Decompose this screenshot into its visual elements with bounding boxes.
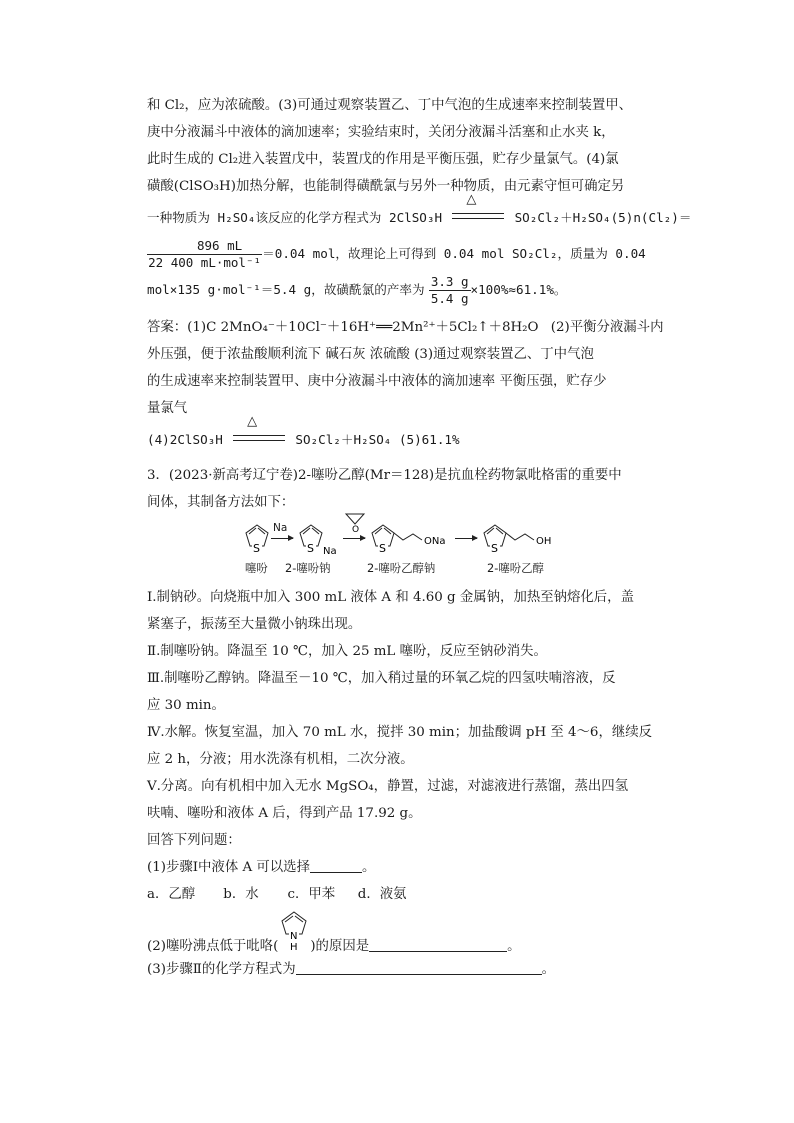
step-line: Ⅰ.制钠砂。向烧瓶中加入 300 mL 液体 A 和 4.60 g 金属钠，加热至钠熔化后，盖 — [147, 590, 634, 605]
answer-line: 外压强，便于浓盐酸顺利流下 碱石灰 浓硫酸 (3)通过观察装置乙、丁中气泡 — [147, 347, 594, 362]
solution-line — [147, 236, 647, 272]
punctuation: 。 — [507, 939, 521, 954]
answer-blank[interactable] — [369, 937, 507, 952]
question-1 — [147, 854, 647, 881]
nitrogen-label: N — [290, 931, 298, 942]
heating-condition-sign: △ — [452, 205, 504, 225]
sulfur-label: S — [379, 542, 386, 555]
option-d[interactable]: d．液氨 — [357, 887, 407, 902]
solution-line: 磺酸(ClSO₃H)加热分解，也能制得磺酰氯与另外一种物质，由元素守恒可确定另 — [147, 179, 625, 194]
question-2 — [147, 908, 647, 956]
options-line — [147, 881, 647, 908]
question-text: (1)步骤Ⅰ中液体 A 可以选择 — [147, 860, 310, 875]
equation-text: SO₂Cl₂＋H₂SO₄(5)n(Cl₂)＝ — [514, 210, 692, 225]
prompt-line: 回答下列问题： — [147, 833, 241, 848]
oh-label: OH — [536, 536, 552, 547]
option-a[interactable]: a．乙醇 — [147, 887, 196, 902]
question-intro: 间体，其制备方法如下： — [147, 495, 295, 510]
answer-line: 的生成速率来控制装置甲、庚中分液漏斗中液体的滴加速率 平衡压强，贮存少 — [147, 374, 607, 389]
compound-caption: 2-噻吩钠 — [285, 561, 331, 575]
equation-text: ×100%≈61.1%。 — [470, 282, 567, 297]
question-3 — [147, 956, 647, 983]
step-line: Ⅲ.制噻吩乙醇钠。降温至－10 ℃，加入稍过量的环氧乙烷的四氢呋喃溶液，反 — [147, 671, 616, 686]
reaction-arrow — [343, 538, 365, 539]
sulfur-label: S — [491, 542, 498, 555]
document-page — [147, 92, 692, 983]
option-b[interactable]: b．水 — [223, 887, 259, 902]
equation-text: (4)2ClSO₃H — [147, 432, 223, 447]
answer-text: 答案：(1)C 2MnO₄⁻＋10Cl⁻＋16H⁺══2Mn²⁺＋5Cl₂↑＋8H₂O — [147, 320, 539, 335]
solution-line: 此时生成的 Cl₂进入装置戊中，装置戊的作用是平衡压强，贮存少量氯气。(4)氯 — [147, 152, 619, 167]
step-line: 应 2 h，分液；用水洗涤有机相，二次分液。 — [147, 752, 414, 767]
compound-caption: 噻吩 — [245, 561, 268, 575]
answer-blank[interactable] — [310, 858, 362, 873]
epoxide-structure — [344, 512, 366, 538]
solution-line — [147, 192, 692, 236]
equation-text: SO₂Cl₂＋H₂SO₄ (5)61.1% — [295, 432, 460, 447]
step-line: 应 30 min。 — [147, 698, 225, 713]
question-text: (2)噻吩沸点低于吡咯( — [147, 939, 279, 954]
step-line: Ⅳ.水解。恢复室温，加入 70 mL 水，搅拌 30 min；加盐酸调 pH 至 4～6，继续反 — [147, 725, 653, 740]
question-text: )的原因是 — [310, 939, 370, 954]
punctuation: 。 — [541, 962, 555, 977]
reagent-label: Na — [273, 522, 288, 534]
yield-fraction: $\frac{3.3 g}{5.4 g}$ — [430, 274, 469, 306]
sodium-label: Na — [323, 546, 337, 557]
solution-line: 和 Cl₂，应为浓硫酸。(3)可通过观察装置乙、丁中气泡的生成速率来控制装置甲、 — [147, 98, 633, 113]
punctuation: 。 — [361, 860, 376, 875]
reaction-arrow — [455, 538, 477, 539]
solution-line: 庚中分液漏斗中液体的滴加速率；实验结束时，关闭分液漏斗活塞和止水夹 k， — [147, 125, 615, 140]
synthesis-scheme — [243, 516, 563, 584]
option-c[interactable]: c．甲苯 — [287, 887, 336, 902]
thienylethoxide-structure — [369, 516, 459, 560]
thiophene-structure — [243, 516, 271, 556]
answer-line — [147, 314, 664, 341]
thienylethanol-structure — [481, 516, 561, 560]
step-line: Ⅱ.制噻吩钠。降温至 10 ℃，加入 25 mL 噻吩，反应至钠砂消失。 — [147, 644, 547, 659]
hydrogen-label: H — [290, 942, 298, 952]
oxygen-label: O — [352, 525, 360, 534]
step-line: 呋喃、噻吩和液体 A 后，得到产品 17.92 g。 — [147, 806, 422, 821]
step-line: Ⅴ.分离。向有机相中加入无水 MgSO₄，静置，过滤，对滤液进行蒸馏，蒸出四氢 — [147, 779, 629, 794]
sulfur-label: S — [307, 542, 314, 555]
reaction-arrow — [271, 538, 293, 539]
compound-caption: 2-噻吩乙醇钠 — [367, 561, 436, 575]
equation-text: 一种物质为 H₂SO₄该反应的化学方程式为 2ClSO₃H — [147, 210, 443, 225]
equation-text: mol×135 g·mol⁻¹＝5.4 g，故磺酰氯的产率为 — [147, 282, 425, 297]
equation-text: ＝0.04 mol，故理论上可得到 0.04 mol SO₂Cl₂，质量为 0.04 — [262, 246, 646, 261]
solution-line — [147, 272, 647, 308]
ona-label: ONa — [424, 536, 446, 547]
answer-line: 量氯气 — [147, 401, 188, 416]
thienyl-sodium-structure — [297, 516, 345, 560]
answer-blank[interactable] — [296, 960, 542, 975]
heating-condition-sign: △ — [233, 427, 285, 447]
question-text: (3)步骤Ⅱ的化学方程式为 — [147, 962, 296, 977]
answer-line — [147, 414, 647, 458]
answer-text: (2)平衡分液漏斗内 — [550, 320, 664, 335]
question-intro: 3．(2023·新高考辽宁卷)2-噻吩乙醇(Mr＝128)是抗血栓药物氯吡格雷的重要中 — [147, 468, 622, 483]
step-line: 紧塞子，振荡至大量微小钠珠出现。 — [147, 617, 362, 632]
pyrrole-structure — [278, 908, 310, 952]
sulfur-label: S — [253, 542, 260, 555]
volume-fraction: $\frac{896 mL}{\text{22 400 mL·mol⁻¹}}$ — [148, 238, 262, 270]
compound-caption: 2-噻吩乙醇 — [487, 561, 544, 575]
